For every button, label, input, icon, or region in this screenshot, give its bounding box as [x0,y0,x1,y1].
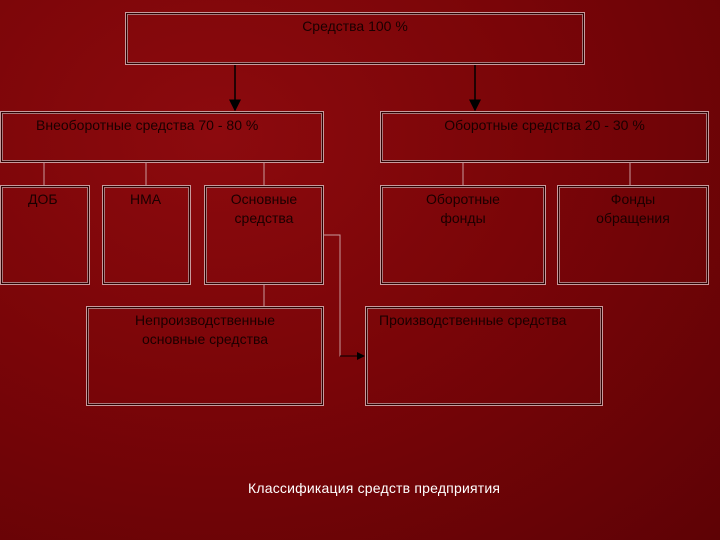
nonproduction-box [87,307,323,405]
noncurrent-assets-label: Внеоборотные средства 70 - 80 % [36,117,259,133]
current-assets-label: Оборотные средства 20 - 30 % [444,117,645,133]
connector-fixed-production [323,235,360,356]
production-label: Производственные средства [379,312,567,328]
circulation-funds-box [558,186,708,284]
fixed-assets-label: Основные средства [230,191,298,226]
working-funds-label: Оборотные фонды [426,191,500,226]
production-box [366,307,602,405]
fixed-assets-box [205,186,323,284]
circulation-funds-label: Фонды обращения [596,191,670,226]
dob-label: ДОБ [28,191,58,207]
working-funds-box [381,186,545,284]
noncurrent-assets-box [1,112,323,162]
root-label: Средства 100 % [302,18,408,34]
diagram-caption: Классификация средств предприятия [248,480,501,496]
root-box [126,13,584,64]
nma-box [103,186,190,284]
current-assets-box [381,112,708,162]
nonproduction-label: Непроизводственные основные средства [134,312,275,347]
dob-box [1,186,89,284]
nma-label: НМА [130,191,162,207]
